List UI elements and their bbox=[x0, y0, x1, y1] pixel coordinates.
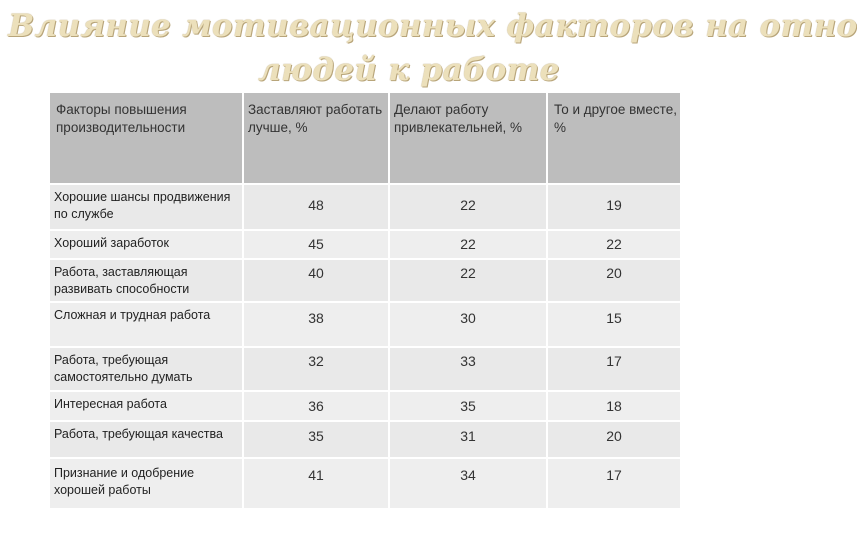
header-cell-factors bbox=[50, 93, 242, 183]
value-attractive: 33 bbox=[460, 353, 476, 369]
factor-label: Работа, требующая качества bbox=[54, 427, 223, 441]
header-cell-both bbox=[546, 93, 680, 183]
title-line-1: Влияние мотивационных факторов на отно bbox=[8, 8, 857, 44]
table-row bbox=[50, 183, 680, 229]
factor-label: Сложная и трудная работа bbox=[54, 308, 211, 322]
value-both: 22 bbox=[606, 236, 622, 252]
value-better: 41 bbox=[308, 467, 324, 483]
table-row bbox=[50, 346, 680, 390]
factor-label: Работа, требующая самостоятельно думать bbox=[54, 353, 193, 384]
value-both: 19 bbox=[606, 197, 622, 213]
value-both: 20 bbox=[606, 428, 622, 444]
factor-label: Работа, заставляющая развивать способности bbox=[54, 265, 190, 296]
value-attractive: 30 bbox=[460, 310, 476, 326]
value-attractive: 31 bbox=[460, 428, 476, 444]
value-attractive: 22 bbox=[460, 265, 476, 281]
value-better: 32 bbox=[308, 353, 324, 369]
table-row bbox=[50, 420, 680, 457]
value-better: 36 bbox=[308, 398, 324, 414]
header-cell-better bbox=[242, 93, 388, 183]
header-factors-label: Факторы повышения производительности bbox=[56, 102, 187, 135]
motivation-table bbox=[50, 93, 680, 508]
factor-label: Хороший заработок bbox=[54, 236, 169, 250]
value-better: 45 bbox=[308, 236, 324, 252]
factor-label: Признание и одобрение хорошей работы bbox=[54, 466, 195, 497]
header-cell-attractive bbox=[388, 93, 546, 183]
table-header bbox=[50, 93, 680, 183]
factor-label: Интересная работа bbox=[54, 397, 167, 411]
value-better: 35 bbox=[308, 428, 324, 444]
header-attractive-label: Делают работу привлекательней, % bbox=[394, 102, 523, 135]
table-row bbox=[50, 301, 680, 346]
value-both: 20 bbox=[606, 265, 622, 281]
value-attractive: 34 bbox=[460, 467, 476, 483]
value-better: 40 bbox=[308, 265, 324, 281]
value-both: 17 bbox=[606, 353, 622, 369]
header-better-label: Заставляют работать лучше, % bbox=[248, 102, 383, 135]
value-better: 48 bbox=[308, 197, 324, 213]
slide-title bbox=[0, 0, 857, 92]
table-row bbox=[50, 229, 680, 258]
value-better: 38 bbox=[308, 310, 324, 326]
factor-label: Хорошие шансы продвижения по службе bbox=[54, 190, 231, 221]
table-row bbox=[50, 258, 680, 301]
value-both: 15 bbox=[606, 310, 622, 326]
table-row bbox=[50, 457, 680, 508]
title-line-2: людей к работе bbox=[258, 52, 560, 88]
value-attractive: 22 bbox=[460, 236, 476, 252]
value-both: 17 bbox=[606, 467, 622, 483]
header-both-label: То и другое вместе, % bbox=[554, 102, 677, 135]
value-attractive: 22 bbox=[460, 197, 476, 213]
value-both: 18 bbox=[606, 398, 622, 414]
value-attractive: 35 bbox=[460, 398, 476, 414]
table-row bbox=[50, 390, 680, 420]
